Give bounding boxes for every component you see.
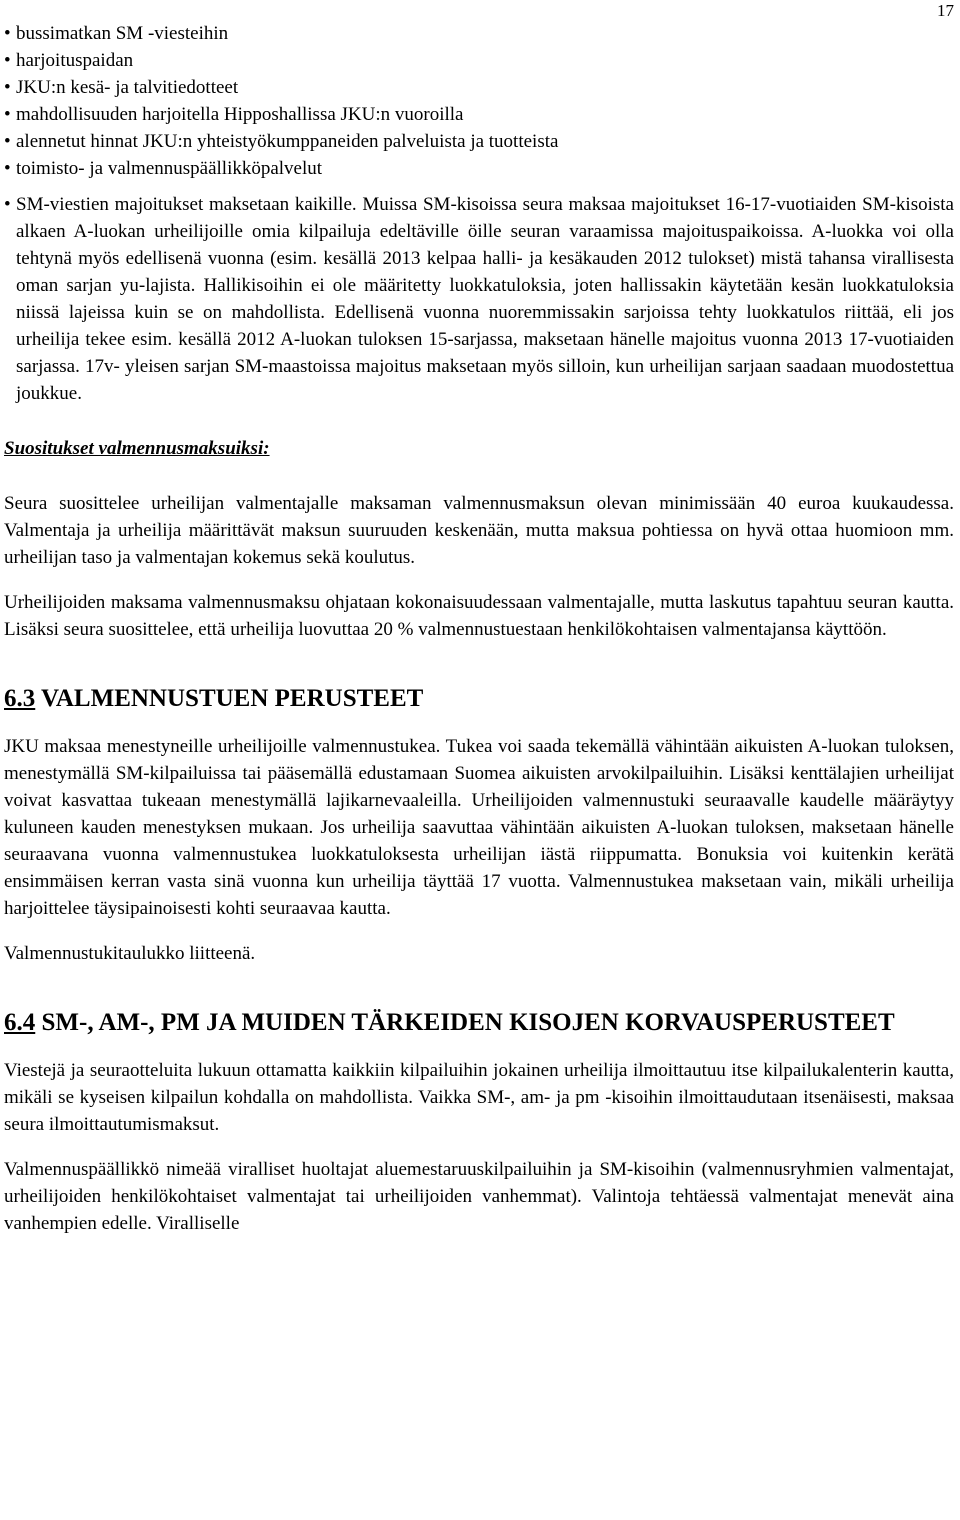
list-item-text: JKU:n kesä- ja talvitiedotteet [16,77,239,98]
recommendations-paragraph-1: Seura suosittelee urheilijan valmentajalle maksaman valmennusmaksun olevan minimissään 40 euroa kuukaudessa. Valmentaja ja urheilija määrittävät maksun suuruuden keskenään, mutta maksua pohtiessa on hyvä ottaa huomioon mm. urheilijan taso ja valmentajan kokemus sekä koulutus. [4,493,954,568]
list-item [4,74,954,101]
recommendations-heading: Suositukset valmennusmaksuiksi: [4,438,270,459]
list-item-text: alennetut hinnat JKU:n yhteistyökumppaneiden palveluista ja tuotteista [16,131,559,152]
list-item [4,128,954,155]
list-item-text: mahdollisuuden harjoitella Hipposhallissa JKU:n vuoroilla [16,104,464,125]
accommodation-paragraph: SM-viestien majoitukset maksetaan kaikille. Muissa SM-kisoissa seura maksaa majoitukset 16-17-vuotiaiden SM-kisoista alkaen A-luokan urheilijoille omia kilpailuja edeltäville öille seuran varaamissa majoituspaikoissa. A-luokka voi olla tehtynä myös edellisenä vuonna (esim. kesällä 2013 kelpaa halli- ja kesäkauden 2012 tulokset) mistä tahansa virallisesta oman sarjan yu-lajista. Hallikisoihin ei ole määritetty luokkatuloksia, joten hallissakin käytetään kesän luokkatuloksia niissä lajeissa kuin se on mahdollista. Edellisenä vuonna nuoremmissakin sarjoissa tehty luokkatulos riittää, eli jos urheilija tekee esim. kesällä 2012 A-luokan tuloksen 15-sarjassa, maksetaan hänelle majoitus vuonna 2013 17-vuotiaiden sarjassa. 17v- yleisen sarjan SM-maastoissa majoitus maksetaan myös silloin, kun urheilijan sarjaan saadaan muodostettua joukkue. [16,194,954,404]
list-item-text: toimisto- ja valmennuspäällikköpalvelut [16,158,323,179]
bullet-icon: • [4,131,11,152]
bullet-icon: • [4,77,11,98]
list-item [4,47,954,74]
list-item [4,20,954,47]
section-6-4-heading [4,1007,954,1039]
bullet-icon: • [4,194,11,215]
list-item [4,155,954,182]
list-item [4,101,954,128]
recommendations-paragraph-2: Urheilijoiden maksama valmennusmaksu ohjataan kokonaisuudessaan valmentajalle, mutta laskutus tapahtuu seuran kautta. Lisäksi seura suosittelee, että urheilija luovuttaa 20 % valmennustuestaan henkilökohtaisen valmentajansa käyttöön. [4,592,954,640]
bullet-icon: • [4,158,11,179]
page-content [4,20,954,1237]
section-number: 6.4 [4,1009,36,1036]
bullet-icon: • [4,23,11,44]
section-number: 6.3 [4,685,36,712]
section-6-4-paragraph-2: Valmennuspäällikkö nimeää viralliset huoltajat aluemestaruuskilpailuihin ja SM-kisoihin (valmennusryhmien valmentajat, urheilijoiden henkilökohtaiset valmentajat tai urheilijoiden vanhemmat). Valintoja tehtäessä valmentajat menevät aina vanhempien edelle. Viralliselle [4,1159,954,1234]
page-number: 17 [937,1,954,20]
benefits-bullet-list [4,20,954,182]
list-item [4,191,954,407]
list-item-text: bussimatkan SM -viesteihin [16,23,229,44]
section-6-3-paragraph-2: Valmennustukitaulukko liitteenä. [4,943,256,964]
section-6-3-paragraph-1: JKU maksaa menestyneille urheilijoille valmennustukea. Tukea voi saada tekemällä vähintään aikuisten A-luokan tuloksen, menestymällä SM-kilpailuissa tai pääsemällä edustamaan Suomea aikuisten arvokilpailuihin. Lisäksi kenttälajien urheilijat voivat kasvattaa tukeaan menestymällä lajikarnevaaleilla. Urheilijoiden valmennustuki seuraavalle kaudelle määräytyy kuluneen kauden menestyksen mukaan. Jos urheilija saavuttaa vähintään aikuisten A-luokan tuloksen, maksetaan hänelle seuraavana vuonna valmennustukea luokkatuloksesta urheilijan iästä riippumatta. Bonuksia voi kuitenkin kerätä ensimmäisen kerran vasta sinä vuonna kun urheilija täyttää 17 vuotta. Valmennustukea maksetaan vain, mikäli urheilija harjoittelee täysipainoisesti kohti seuraavaa kautta. [4,736,954,919]
bullet-icon: • [4,50,11,71]
section-title: SM-, AM-, PM JA MUIDEN TÄRKEIDEN KISOJEN KORVAUSPERUSTEET [35,1009,895,1036]
accommodation-bullet-list [4,191,954,407]
bullet-icon: • [4,104,11,125]
section-6-4-paragraph-1: Viestejä ja seuraotteluita lukuun ottamatta kaikkiin kilpailuihin jokainen urheilija ilmoittautuu itse kilpailukalenterin kautta, mikäli se kyseisen kilpailun kohdalla on mahdollista. Vaikka SM-, am- ja pm -kisoihin ilmoittaudutaan itsenäisesti, maksaa seura ilmoittautumismaksut. [4,1060,954,1135]
list-item-text: harjoituspaidan [16,50,134,71]
section-6-3-heading [4,683,954,715]
section-title: VALMENNUSTUEN PERUSTEET [35,685,424,712]
